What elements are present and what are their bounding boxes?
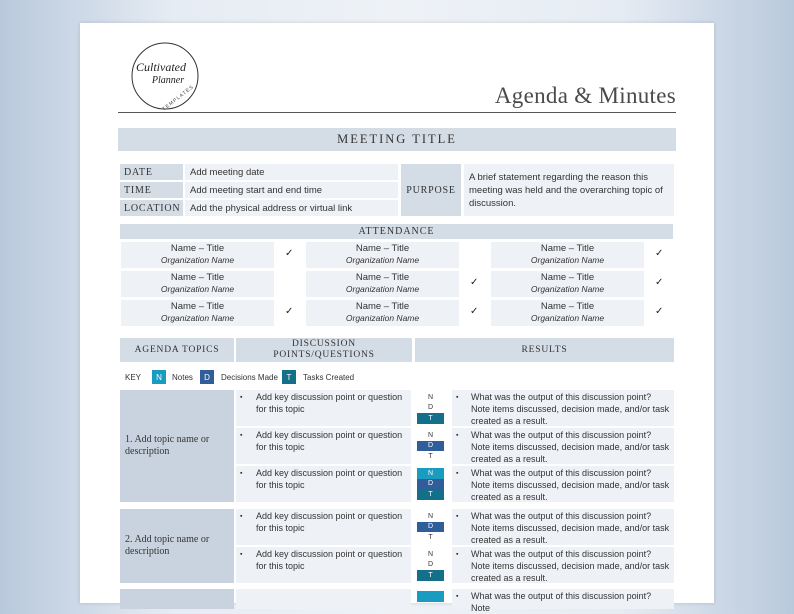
- ndt-d: D: [417, 522, 444, 533]
- ndt-indicator-partial[interactable]: [417, 591, 444, 602]
- purpose-label: PURPOSE: [401, 164, 461, 216]
- brand-logo: [124, 35, 206, 117]
- ndt-n: N: [427, 393, 434, 401]
- ndt-d: D: [417, 479, 444, 490]
- attendee-cell[interactable]: [306, 271, 459, 297]
- ndt-d: D: [427, 404, 434, 412]
- attendance-checkmark[interactable]: ✓: [470, 277, 479, 288]
- ndt-n: N: [417, 468, 444, 479]
- attendee-name: Name – Title: [170, 243, 225, 254]
- attendee-name: Name – Title: [355, 301, 410, 312]
- attendance-checkmark[interactable]: ✓: [470, 306, 479, 317]
- attendance-checkmark[interactable]: ✓: [285, 248, 294, 259]
- discussion-header: DISCUSSION POINTS/QUESTIONS: [236, 338, 412, 362]
- discussion-point[interactable]: [236, 509, 411, 545]
- ndt-t: T: [417, 413, 444, 424]
- attendee-org: Organization Name: [160, 313, 235, 323]
- key-n-label: Notes: [172, 372, 193, 382]
- attendee-org: Organization Name: [345, 255, 420, 265]
- result-cell[interactable]: [452, 428, 674, 464]
- document-title: Agenda & Minutes: [494, 83, 676, 108]
- attendee-cell[interactable]: [491, 242, 644, 268]
- discussion-point[interactable]: [236, 547, 411, 583]
- discussion-text: Add key discussion point or question for this topic: [256, 430, 403, 452]
- key-n-box: N: [152, 370, 166, 384]
- key-t-box: T: [282, 370, 296, 384]
- title-divider: [118, 112, 676, 113]
- ndt-indicator[interactable]: [417, 549, 444, 581]
- ndt-indicator[interactable]: [417, 511, 444, 543]
- discussion-text: Add key discussion point or question for this topic: [256, 549, 403, 571]
- bullet: ▪: [456, 593, 459, 600]
- discussion-text: Add key discussion point or question for this topic: [256, 468, 403, 490]
- key-label: KEY: [125, 372, 142, 382]
- ndt-n: N: [427, 550, 434, 558]
- result-text: What was the output of this discussion point? Note items discussed, decision made, and/or task created as a result.: [471, 430, 670, 464]
- attendee-org: Organization Name: [530, 313, 605, 323]
- bullet: ▪: [456, 551, 459, 558]
- ndt-indicator[interactable]: [417, 468, 444, 500]
- attendee-name: Name – Title: [355, 272, 410, 283]
- attendee-cell[interactable]: [121, 271, 274, 297]
- discussion-text: Add key discussion point or question for this topic: [256, 392, 403, 414]
- attendee-org: Organization Name: [345, 313, 420, 323]
- attendance-checkmark[interactable]: ✓: [655, 248, 664, 259]
- bullet: ▪: [240, 470, 243, 477]
- attendee-cell[interactable]: [491, 300, 644, 326]
- agenda-topic[interactable]: 1. Add topic name or description: [120, 390, 234, 502]
- key-d-box: D: [200, 370, 214, 384]
- discussion-text: Add key discussion point or question for this topic: [256, 511, 403, 533]
- logo-sub: TEMPLATES: [161, 84, 196, 113]
- logo-script-2: Planner: [151, 75, 185, 86]
- result-cell-partial[interactable]: [452, 589, 674, 613]
- bullet: ▪: [240, 394, 243, 401]
- attendee-org: Organization Name: [530, 255, 605, 265]
- discussion-point[interactable]: [236, 428, 411, 464]
- discussion-point[interactable]: [236, 390, 411, 426]
- attendee-cell[interactable]: [306, 242, 459, 268]
- bullet: ▪: [240, 551, 243, 558]
- key-decisions: [200, 370, 278, 384]
- bullet: ▪: [456, 470, 459, 477]
- ndt-n: N: [427, 512, 434, 520]
- purpose-field[interactable]: A brief statement regarding the reason this meeting was held and the overarching topic of discussion.: [464, 164, 674, 216]
- key-t-label: Tasks Created: [303, 372, 355, 382]
- time-label: TIME: [120, 182, 183, 198]
- ndt-t: T: [417, 570, 444, 581]
- agenda-topic[interactable]: 2. Add topic name or description: [120, 509, 234, 583]
- attendee-name: Name – Title: [355, 243, 410, 254]
- results-header: RESULTS: [415, 338, 674, 362]
- bullet: ▪: [456, 432, 459, 439]
- attendance-checkmark[interactable]: ✓: [285, 306, 294, 317]
- attendee-cell[interactable]: [306, 300, 459, 326]
- agenda-topic-partial[interactable]: [120, 589, 234, 609]
- ndt-indicator[interactable]: [417, 430, 444, 462]
- bullet: ▪: [456, 513, 459, 520]
- key-d-label: Decisions Made: [221, 372, 278, 382]
- ndt-t: T: [428, 452, 433, 460]
- result-text: What was the output of this discussion point? Note: [471, 591, 652, 613]
- attendee-cell[interactable]: [121, 300, 274, 326]
- attendee-name: Name – Title: [540, 272, 595, 283]
- meeting-title[interactable]: MEETING TITLE: [118, 128, 676, 151]
- attendee-name: Name – Title: [540, 243, 595, 254]
- location-field[interactable]: Add the physical address or virtual link: [185, 200, 398, 216]
- result-text: What was the output of this discussion point? Note items discussed, decision made, and/or task created as a result.: [471, 511, 670, 545]
- discussion-point-partial[interactable]: [236, 589, 411, 609]
- document-page: [80, 23, 714, 613]
- ndt-d: D: [417, 441, 444, 452]
- logo-script-1: Cultivated: [136, 60, 186, 74]
- date-field[interactable]: Add meeting date: [185, 164, 398, 180]
- attendee-org: Organization Name: [530, 284, 605, 294]
- key-tasks: [282, 370, 354, 384]
- date-label: DATE: [120, 164, 183, 180]
- attendee-name: Name – Title: [170, 301, 225, 312]
- discussion-point[interactable]: [236, 466, 411, 502]
- result-cell[interactable]: [452, 466, 674, 502]
- result-text: What was the output of this discussion point? Note items discussed, decision made, and/or task created as a result.: [471, 468, 670, 502]
- attendee-org: Organization Name: [160, 284, 235, 294]
- ndt-d: D: [427, 561, 434, 569]
- attendee-org: Organization Name: [345, 284, 420, 294]
- attendance-checkmark[interactable]: ✓: [655, 306, 664, 317]
- attendee-cell[interactable]: [491, 271, 644, 297]
- ndt-indicator[interactable]: [417, 392, 444, 424]
- result-text: What was the output of this discussion point? Note items discussed, decision made, and/or task created as a result.: [471, 549, 670, 583]
- key-notes: [152, 370, 193, 384]
- bullet: ▪: [456, 394, 459, 401]
- bullet: ▪: [240, 432, 243, 439]
- attendee-name: Name – Title: [170, 272, 225, 283]
- time-field[interactable]: Add meeting start and end time: [185, 182, 398, 198]
- bullet: ▪: [240, 513, 243, 520]
- location-label: LOCATION: [120, 200, 183, 216]
- attendance-checkmark[interactable]: ✓: [655, 277, 664, 288]
- result-cell[interactable]: [452, 547, 674, 583]
- attendee-org: Organization Name: [160, 255, 235, 265]
- result-cell[interactable]: [452, 390, 674, 426]
- agenda-topics-header: AGENDA TOPICS: [120, 338, 234, 362]
- result-cell[interactable]: [452, 509, 674, 545]
- attendance-heading: ATTENDANCE: [120, 224, 673, 239]
- result-text: What was the output of this discussion point? Note items discussed, decision made, and/or task created as a result.: [471, 392, 670, 426]
- attendee-name: Name – Title: [540, 301, 595, 312]
- ndt-n: N: [427, 431, 434, 439]
- attendee-cell[interactable]: [121, 242, 274, 268]
- ndt-t: T: [417, 489, 444, 500]
- ndt-t: T: [428, 533, 433, 541]
